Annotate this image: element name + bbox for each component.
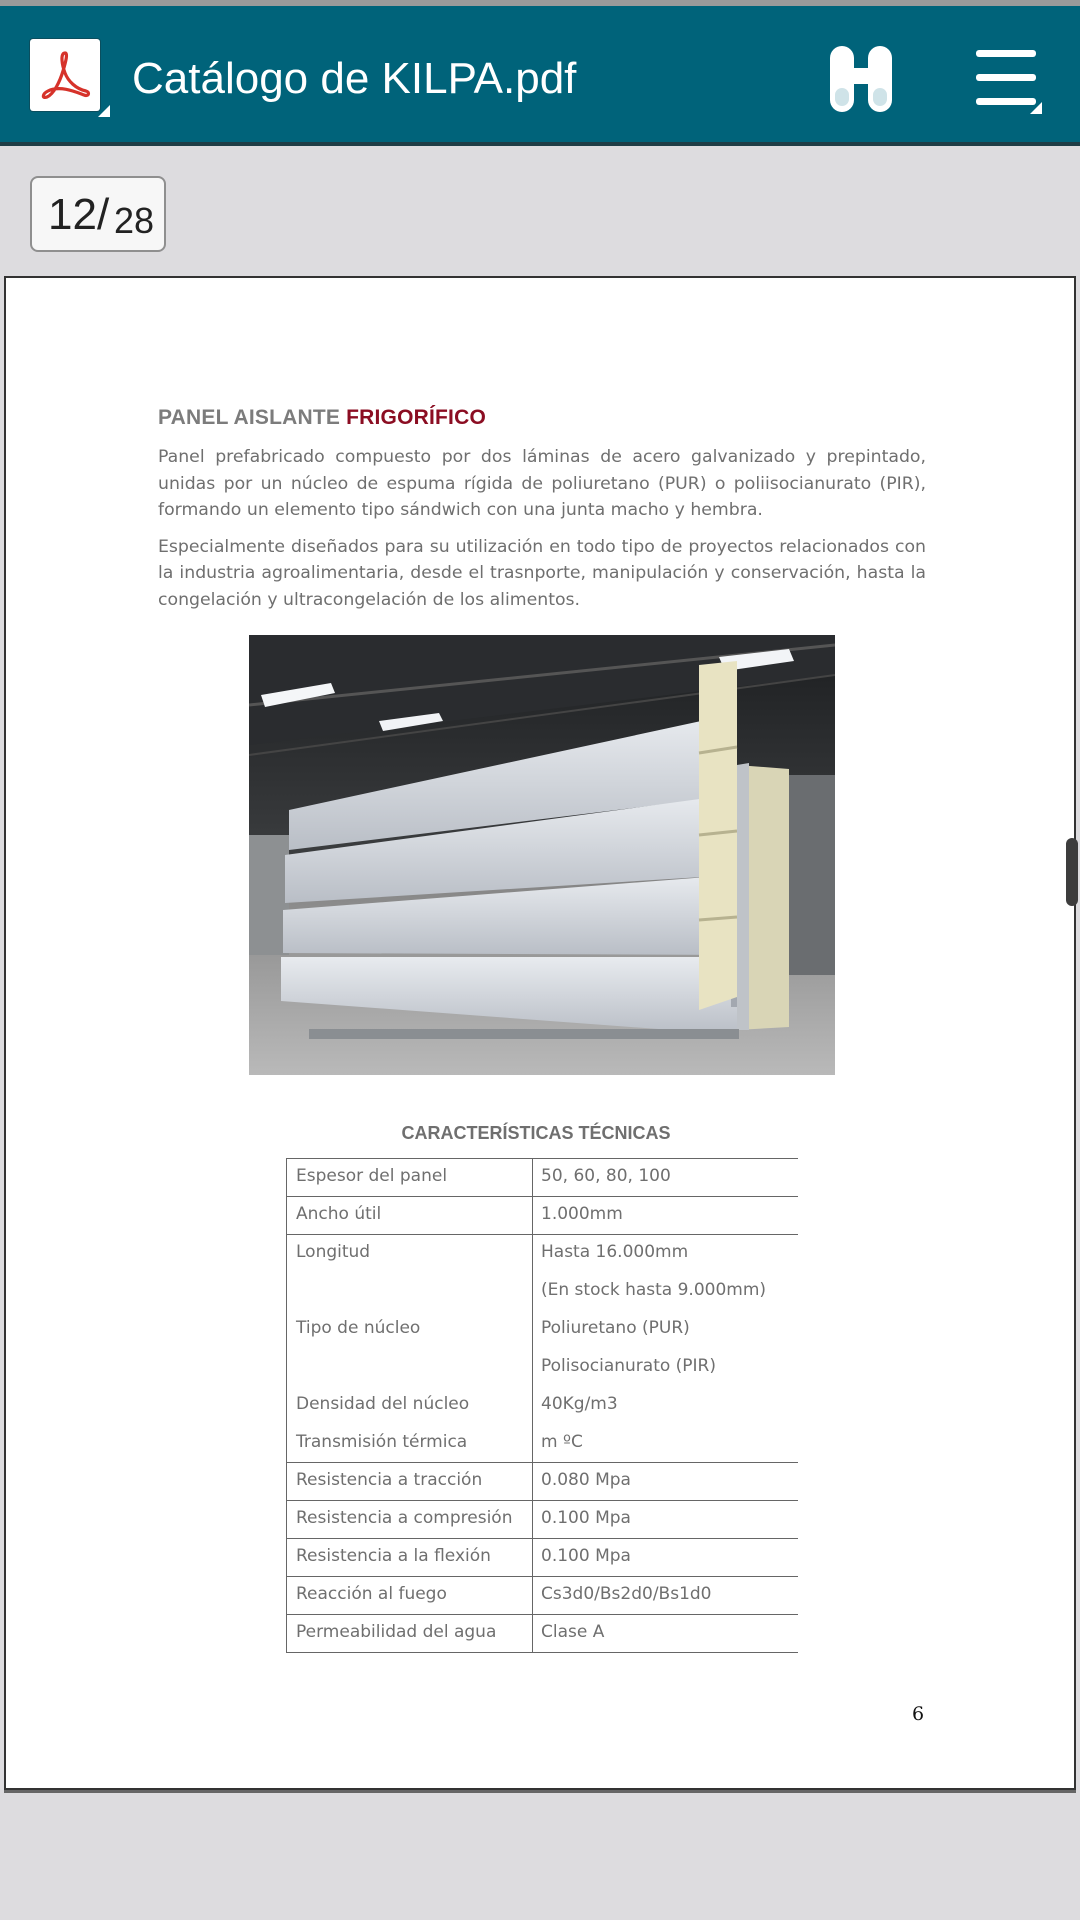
spec-label: Espesor del panel xyxy=(296,1166,448,1186)
spec-label: Transmisión térmica xyxy=(296,1432,468,1452)
spec-label: Densidad del núcleo xyxy=(296,1394,470,1414)
heading-accent: FRIGORÍFICO xyxy=(346,406,486,429)
spec-value: Hasta 16.000mm xyxy=(541,1242,689,1262)
table-column-rule xyxy=(532,1158,533,1652)
description-paragraph-2: Especialmente diseñados para su utilización en todo tipo de proyectos relacionados con la industria agroalimentaria, desde el trasnporte, manipulación y conservación, hasta la congelación y ultracongelación de los alimentos. xyxy=(158,536,926,610)
panel-stack-photo xyxy=(249,635,835,1075)
spec-label: Tipo de núcleo xyxy=(296,1318,421,1338)
table-rule xyxy=(286,1234,798,1235)
app-bar xyxy=(0,6,1080,142)
table-rule xyxy=(286,1614,798,1615)
spec-label: Resistencia a compresión xyxy=(296,1508,513,1528)
table-rule xyxy=(286,1462,798,1463)
spec-value: 0.100 Mpa xyxy=(541,1508,631,1528)
spec-value: Cs3d0/Bs2d0/Bs1d0 xyxy=(541,1584,712,1604)
binoculars-search-icon[interactable] xyxy=(826,44,896,116)
spec-table xyxy=(286,1158,798,1652)
scrollbar-thumb[interactable] xyxy=(1066,838,1078,906)
spec-label: Longitud xyxy=(296,1242,371,1262)
page-heading xyxy=(158,406,926,430)
table-rule xyxy=(286,1538,798,1539)
spec-value: (En stock hasta 9.000mm) xyxy=(541,1280,767,1300)
table-rule xyxy=(286,1158,798,1159)
page-indicator[interactable] xyxy=(30,176,166,252)
spec-value: 50, 60, 80, 100 xyxy=(541,1166,671,1186)
table-rule xyxy=(286,1500,798,1501)
spec-label: Resistencia a tracción xyxy=(296,1470,483,1490)
table-column-rule xyxy=(286,1158,287,1652)
app-bar-shadow xyxy=(0,142,1080,146)
spec-value: Polisocianurato (PIR) xyxy=(541,1356,717,1376)
spec-label: Reacción al fuego xyxy=(296,1584,447,1604)
table-rule xyxy=(286,1652,798,1653)
hamburger-menu-icon[interactable] xyxy=(968,46,1044,112)
page-content xyxy=(158,406,926,613)
spec-label: Resistencia a la flexión xyxy=(296,1546,491,1566)
table-rule xyxy=(286,1196,798,1197)
table-rule xyxy=(286,1576,798,1577)
document-title: Catálogo de KILPA.pdf xyxy=(132,54,577,103)
table-title: CARACTERÍSTICAS TÉCNICAS xyxy=(401,1123,671,1143)
heading-prefix: PANEL AISLANTE xyxy=(158,406,347,429)
spec-value: 0.100 Mpa xyxy=(541,1546,631,1566)
spec-label: Ancho útil xyxy=(296,1204,382,1224)
total-pages: 28 xyxy=(114,200,155,241)
spec-value: 1.000mm xyxy=(541,1204,623,1224)
spec-value: 0.080 Mpa xyxy=(541,1470,631,1490)
spec-value: Poliuretano (PUR) xyxy=(541,1318,690,1338)
spec-value: m ºC xyxy=(541,1432,583,1452)
adobe-pdf-icon[interactable] xyxy=(30,39,100,111)
pdf-page xyxy=(4,276,1076,1790)
spec-value: Clase A xyxy=(541,1622,605,1642)
spec-value: 40Kg/m3 xyxy=(541,1394,618,1414)
page-number: 6 xyxy=(912,1703,925,1725)
spec-label: Permeabilidad del agua xyxy=(296,1622,497,1642)
description-paragraph-1: Panel prefabricado compuesto por dos láminas de acero galvanizado y prepintado, unidas por un núcleo de espuma rígida de poliuretano (PUR) o poliisocianurato (PIR), formando un elemento tipo sándwich con una junta macho y hembra. xyxy=(158,447,926,520)
current-page: 12/ xyxy=(48,190,110,239)
